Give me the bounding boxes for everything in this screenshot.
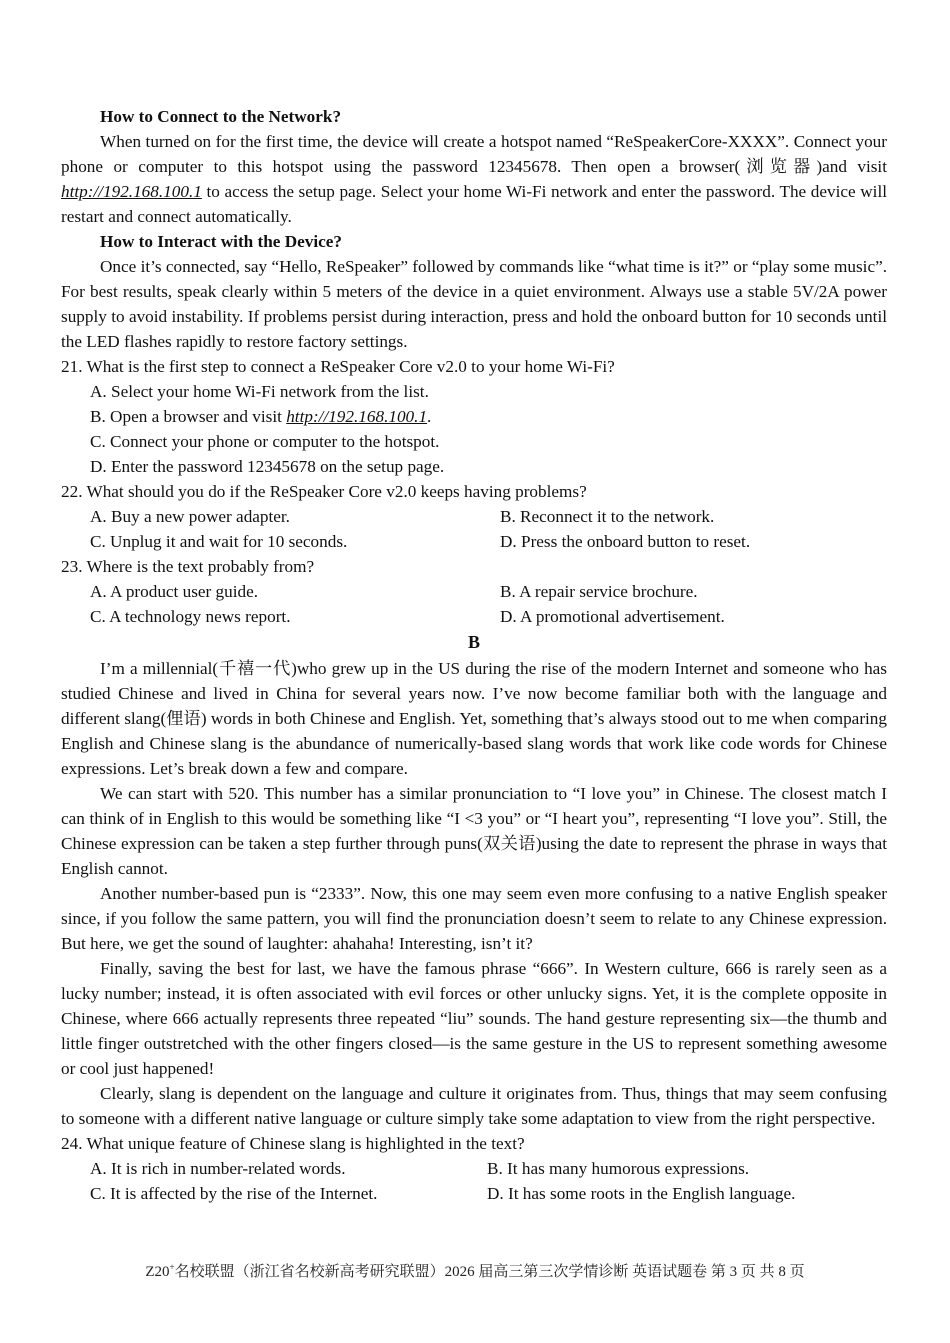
- question-21-option-c[interactable]: C. Connect your phone or computer to the hotspot.: [90, 432, 440, 451]
- question-23-option-d[interactable]: D. A promotional advertisement.: [500, 607, 725, 626]
- question-22-options-row-1: [61, 504, 887, 529]
- question-23-options-row-1: [61, 579, 887, 604]
- question-23-option-a[interactable]: A. A product user guide.: [90, 582, 259, 601]
- question-22-option-c[interactable]: C. Unplug it and wait for 10 seconds.: [90, 532, 348, 551]
- question-22-options-row-2: [61, 529, 887, 554]
- passage-b-paragraph-4: Finally, saving the best for last, we have the famous phrase “666”. In Western culture, 666 is rarely seen as a lucky number; instead, it is often associated with evil forces or other unlucky signs. Yet, it is the complete opposite in Chinese, where 666 actually represents three repeated “liu” sounds. The hand gesture representing six—the thumb and little finger outstretched with the other fingers closed—is the same gesture in the US to represent something awesome or cool just happened!: [61, 959, 887, 1078]
- question-24-option-a[interactable]: A. It is rich in number-related words.: [90, 1159, 346, 1178]
- footer-prefix: Z20: [145, 1264, 170, 1280]
- paragraph-connect: [61, 129, 887, 229]
- question-22-option-d[interactable]: D. Press the onboard button to reset.: [500, 532, 751, 551]
- page-footer: [0, 1260, 950, 1281]
- question-22-option-a[interactable]: A. Buy a new power adapter.: [90, 507, 290, 526]
- question-22-stem: 22. What should you do if the ReSpeaker Core v2.0 keeps having problems?: [61, 482, 587, 501]
- section-heading-interact: How to Interact with the Device?: [100, 232, 342, 251]
- exam-page: [61, 104, 887, 1206]
- question-24-stem: 24. What unique feature of Chinese slang is highlighted in the text?: [61, 1134, 525, 1153]
- question-23-stem: 23. Where is the text probably from?: [61, 557, 315, 576]
- question-24-option-c[interactable]: C. It is affected by the rise of the Internet.: [90, 1184, 378, 1203]
- question-21-option-b[interactable]: [90, 404, 887, 429]
- passage-b-paragraph-3: Another number-based pun is “2333”. Now, this one may seem even more confusing to a native English speaker since, if you follow the same pattern, you will find the pronunciation doesn’t seem to relate to any Chinese expression. But here, we get the sound of laughter: ahahaha! Interesting, isn’t it?: [61, 884, 887, 953]
- paragraph-connect-text-2: to access the setup page. Select your home Wi-Fi network and enter the password. The device will restart and connect automatically.: [61, 182, 887, 226]
- question-21-option-d[interactable]: D. Enter the password 12345678 on the setup page.: [90, 457, 445, 476]
- footer-superscript: +: [169, 1262, 175, 1272]
- question-21-stem: 21. What is the first step to connect a ReSpeaker Core v2.0 to your home Wi-Fi?: [61, 357, 615, 376]
- paragraph-connect-text-1: When turned on for the first time, the device will create a hotspot named “ReSpeakerCore-XXXX”. Connect your phone or computer to this hotspot using the password 12345678. Then open a browser(浏览器)and visit: [61, 132, 887, 176]
- passage-b-paragraph-2: We can start with 520. This number has a similar pronunciation to “I love you” in Chinese. The closest match I can think of in English to this would be something like “I <3 you” or “I heart you”, representing “I love you”. Still, the Chinese expression can be taken a step further through puns(双关语)using the date to represent the phrase in ways that English cannot.: [61, 784, 887, 878]
- question-23-options-row-2: [61, 604, 887, 629]
- passage-b-paragraph-5: Clearly, slang is dependent on the language and culture it originates from. Thus, things that may seem confusing to someone with a different native language or culture simply take some adaptation to view from the right perspective.: [61, 1084, 887, 1128]
- option-b-text: B. Open a browser and visit: [90, 407, 287, 426]
- question-24-options-row-2: [61, 1181, 887, 1206]
- question-24-option-d[interactable]: D. It has some roots in the English language.: [487, 1184, 796, 1203]
- question-24-options-row-1: [61, 1156, 887, 1181]
- option-b-url-link[interactable]: http://192.168.100.1: [286, 407, 428, 426]
- question-23-option-b[interactable]: B. A repair service brochure.: [500, 582, 698, 601]
- question-21-option-a[interactable]: A. Select your home Wi-Fi network from the list.: [90, 382, 429, 401]
- passage-b-paragraph-1: I’m a millennial(千禧一代)who grew up in the US during the rise of the modern Internet and someone who has studied Chinese and lived in China for several years now. I’ve now become familiar both with the language and different slang(俚语) words in both Chinese and English. Yet, something that’s always stood out to me when comparing English and Chinese slang is the abundance of numerically-based slang words that work like code words for Chinese expressions. Let’s break down a few and compare.: [61, 659, 887, 778]
- footer-text: 名校联盟（浙江省名校新高考研究联盟）2026 届高三第三次学情诊断 英语试题卷 第 3 页 共 8 页: [174, 1264, 805, 1280]
- paragraph-interact: Once it’s connected, say “Hello, ReSpeaker” followed by commands like “what time is it?” or “play some music”. For best results, speak clearly within 5 meters of the device in a quiet environment. Always use a stable 5V/2A power supply to avoid instability. If problems persist during interaction, press and hold the onboard button for 10 seconds until the LED flashes rapidly to restore factory settings.: [61, 257, 887, 351]
- question-24-option-b[interactable]: B. It has many humorous expressions.: [487, 1159, 750, 1178]
- question-23-option-c[interactable]: C. A technology news report.: [90, 607, 291, 626]
- setup-url-link[interactable]: http://192.168.100.1: [61, 182, 202, 201]
- question-22-option-b[interactable]: B. Reconnect it to the network.: [500, 507, 715, 526]
- section-b-label: B: [467, 632, 480, 652]
- option-b-period: .: [427, 407, 432, 426]
- section-heading-connect: How to Connect to the Network?: [100, 107, 342, 126]
